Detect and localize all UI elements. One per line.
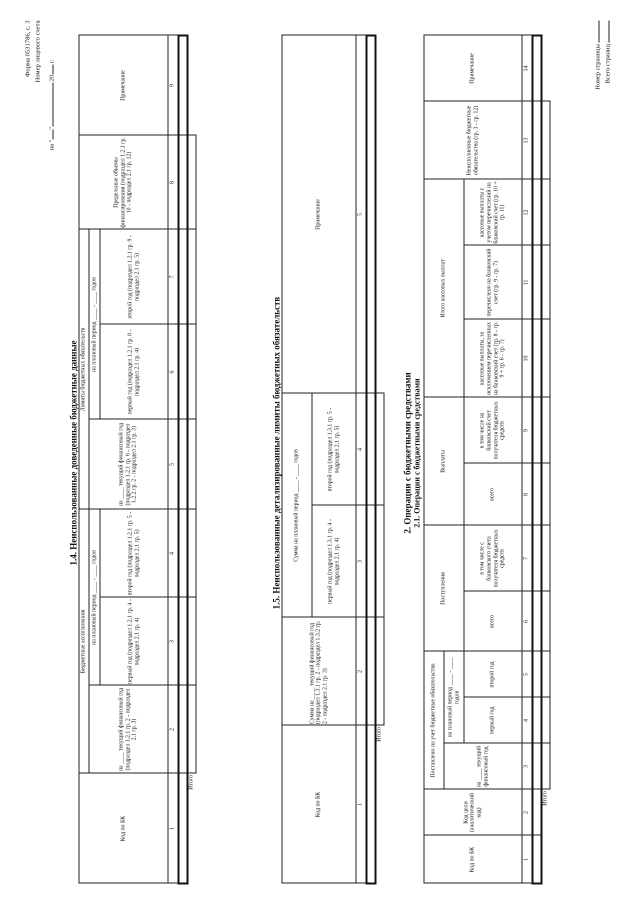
num-cell: 2	[522, 789, 533, 835]
col-limits: Лимиты бюджетных обязательств	[79, 229, 89, 509]
date-prefix: на "	[48, 139, 55, 150]
report-date	[48, 20, 57, 150]
num-cell: 7	[522, 525, 533, 591]
col-current-b: на ____ текущий финансовый год (подраздел 1.2.1 гр. 6 - подраздел 1.2.2 гр. 2 - подраздел 2.1 гр. 3)	[89, 419, 168, 509]
num-cell: 7	[168, 229, 179, 324]
page-number	[594, 20, 601, 170]
col-cash-incl: кассовые выплаты с учетом перечислений на банковский счет (гр. 10 + гр. 11)	[464, 179, 522, 245]
col-note: Примечание	[79, 35, 168, 135]
num-cell: 14	[522, 35, 533, 101]
total-pages-label: Всего страниц	[604, 43, 611, 83]
col-income-incl: в том числе с банковского счета получателя бюджетных средств	[464, 525, 522, 591]
col-note: Примечание	[424, 35, 522, 101]
col-plan-a: на плановый период ____ - ____ годов	[89, 509, 100, 685]
num-cell: 11	[522, 245, 533, 319]
section-14-table	[78, 34, 196, 884]
form-code: Форма 0531786, с. 3	[24, 20, 31, 77]
num-cell: 5	[168, 419, 179, 509]
col-code: Код по БК	[424, 835, 522, 883]
section-2-title: 2. Операции с бюджетными средствами	[402, 371, 412, 534]
num-cell: 10	[522, 319, 533, 397]
total-label: Итого	[188, 774, 195, 790]
section-14-title: 1.4. Неиспользованные доведенные бюджетные данные	[68, 339, 78, 566]
num-cell: 6	[522, 591, 533, 651]
rotated-form	[20, 15, 620, 890]
col-goal: Код цели (аналитический код)	[424, 789, 522, 835]
account-label: Номер лицевого счета	[34, 20, 41, 83]
col-current: Сумма на ____ текущий финансовый год (подраздел 1.3.1 гр. 2 - подраздел 1.3.2 гр. 2 - подраздел 2.1 гр. 3)	[282, 617, 356, 725]
col-pay-all: всего	[464, 463, 522, 525]
table-row	[178, 35, 187, 883]
col-assignments: Бюджетные ассигнования	[79, 509, 89, 773]
table-row	[532, 35, 541, 883]
col-current: на ____ текущий финансовый год	[444, 743, 522, 789]
num-cell: 4	[356, 393, 367, 505]
date-mid: "	[48, 126, 55, 130]
num-cell: 9	[522, 397, 533, 463]
num-cell: 1	[522, 835, 533, 883]
col-current-a: на ____ текущий финансовый год (подраздел 1.2.1 гр. 2 - подраздел 2.1 гр. 3)	[89, 685, 168, 773]
table-row	[366, 35, 375, 883]
num-cell: 4	[522, 697, 533, 743]
section-15-title: 1.5. Неиспользованные детализированные лимиты бюджетных обязательств	[271, 296, 281, 609]
col-code: Код по БК	[79, 773, 168, 883]
plan-a-years: годов	[90, 549, 97, 564]
section-21-title: 2.1. Операции с бюджетными средствами	[412, 377, 421, 528]
col-first-a: первый год (подраздел 1.2.1 гр. 4 - подраздел 2.1 гр. 4)	[100, 597, 168, 685]
col-income: Поступления	[424, 525, 464, 651]
col-transfer: перечислено на банковский счет (гр. 9 - гр. 7)	[464, 245, 522, 319]
col-second: второй год (подраздел 1.3.1 гр. 5 - подраздел 2.1 гр. 5)	[312, 393, 356, 505]
col-first: первый год	[464, 697, 522, 743]
col-plan: Сумма на плановый период ____ - ____ годов	[282, 393, 312, 617]
plan-b-years: годов	[90, 276, 97, 291]
col-cash: кассовые выплаты, за исключением перечисленных на банковский счет (гр. 8 - гр. 9 + гр. 6 - гр. 7)	[464, 319, 522, 397]
total-row	[541, 35, 550, 883]
col-first: первый год (подраздел 1.3.1 гр. 4 - подраздел 2.1 гр. 4)	[312, 505, 356, 617]
num-cell: 3	[168, 597, 179, 685]
num-cell: 3	[356, 505, 367, 617]
col-second: второй год	[464, 651, 522, 697]
total-label: Итого	[542, 790, 549, 806]
num-cell: 2	[168, 685, 179, 773]
total-pages	[604, 20, 611, 170]
date-year-prefix: 20	[48, 74, 55, 81]
col-obligations: Поставлено на учет бюджетные обязательства	[424, 651, 444, 789]
num-cell: 8	[522, 463, 533, 525]
num-cell: 3	[522, 743, 533, 789]
num-cell: 6	[168, 324, 179, 419]
col-first-b: первый год (подраздел 1.2.1 гр. 8 - подраздел 2.1 гр. 4)	[100, 324, 168, 419]
num-cell: 8	[168, 135, 179, 229]
col-pay-incl: в том числе на банковский счет получателя бюджетных средств	[464, 397, 522, 463]
num-cell: 13	[522, 101, 533, 179]
num-cell: 5	[356, 35, 367, 393]
col-unused: Неисполненные бюджетные обязательства (гр. 3 - гр. 12)	[424, 101, 522, 179]
col-second-a: второй год (подраздел 1.2.1 гр. 5 - подраздел 2.1 гр. 5)	[100, 509, 168, 597]
section-2-table	[423, 34, 550, 884]
num-cell: 12	[522, 179, 533, 245]
plan-b-label: на плановый период	[90, 321, 97, 372]
col-second-b: второй год (подраздел 1.2.1 гр. 9 - подраздел 2.1 гр. 5)	[100, 229, 168, 324]
section-15-table	[281, 34, 384, 884]
num-cell: 1	[356, 725, 367, 883]
date-year-suffix: г.	[48, 58, 55, 63]
col-code: Код по БК	[282, 725, 356, 883]
col-plan: на плановый период ____ - ____ годов	[444, 651, 464, 743]
total-label: Итого	[376, 726, 383, 742]
page-number-label: Номер страницы	[594, 43, 601, 90]
num-cell: 2	[356, 617, 367, 725]
total-row	[187, 35, 196, 883]
col-total-pay: Итого кассовых выплат	[424, 179, 464, 397]
num-cell: 4	[168, 509, 179, 597]
col-plan-b: на плановый период ____ - ____ годов	[89, 229, 100, 419]
num-cell: 9	[168, 35, 179, 135]
account-number-label	[34, 20, 41, 200]
col-limit-fin: Предельные объемы финансирования (подраздел 1.2.1 гр. 10 - подраздел 2.1 гр. 12)	[79, 135, 168, 229]
num-cell: 1	[168, 773, 179, 883]
col-income-all: всего	[464, 591, 522, 651]
num-cell: 5	[522, 651, 533, 697]
col-payments: Выплаты	[424, 397, 464, 525]
col-note: Примечание	[282, 35, 356, 393]
total-row	[375, 35, 384, 883]
plan-a-label: на плановый период	[90, 594, 97, 645]
